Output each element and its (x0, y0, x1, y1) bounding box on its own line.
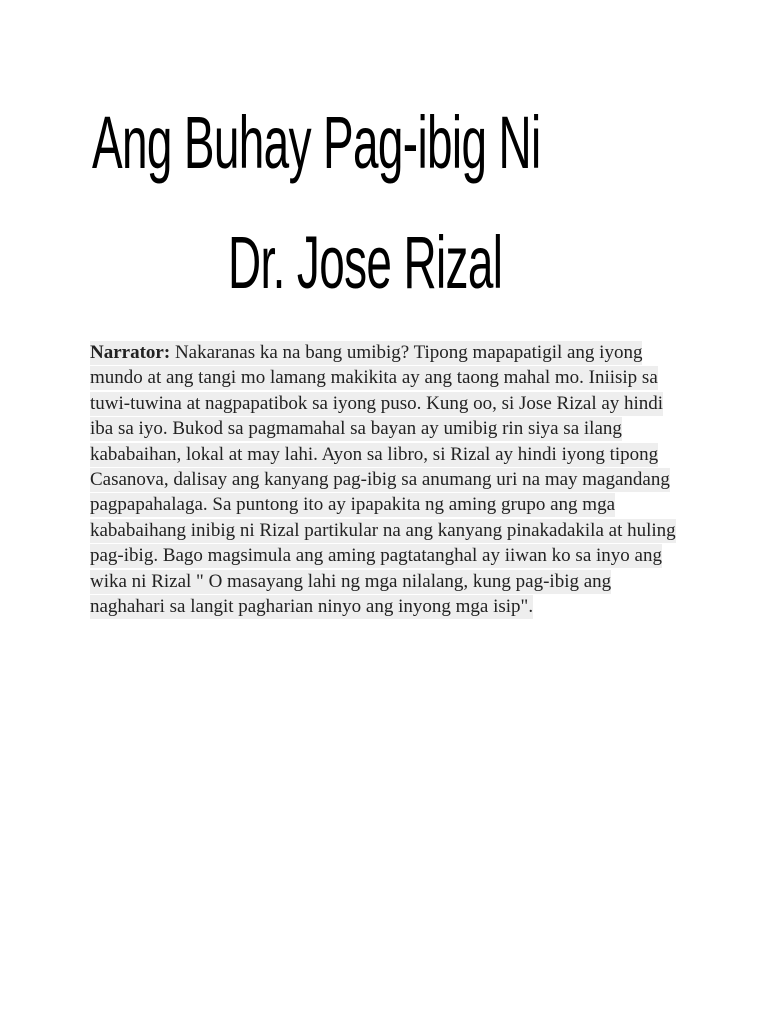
speaker-label: Narrator: (90, 342, 171, 363)
narration-text: Nakaranas ka na bang umibig? Tipong mapapatigil ang iyong mundo at ang tangi mo lamang makikita ay ang taong mahal mo. Iniisip sa tuwi-tuwina at nagpapatibok sa iyong puso. Kung oo, si Jose Rizal ay hindi iba sa iyo. Bukod sa pagmamahal sa bayan ay umibig rin siya sa ilang kababaihan, lokal at may lahi. Ayon sa libro, si Rizal ay hindi iyong tipong Casanova, dalisay ang kanyang pag-ibig sa anumang uri na may magandang pagpapahalaga. Sa puntong ito ay ipapakita ng aming grupo ang mga kababaihang inibig ni Rizal partikular na ang kanyang pinakadakila at huling pag-ibig. Bago magsimula ang aming pagtatanghal ay iiwan ko sa inyo ang wika ni Rizal " O masayang lahi ng mga nilalang, kung pag-ibig ang naghahari sa langit pagharian ninyo ang inyong mga isip". (90, 342, 676, 618)
narrator-paragraph (90, 340, 682, 619)
title-line-2: Dr. Jose Rizal (228, 221, 503, 304)
highlighted-text (90, 341, 676, 619)
title-line-1: Ang Buhay Pag-ibig Ni (92, 101, 541, 184)
